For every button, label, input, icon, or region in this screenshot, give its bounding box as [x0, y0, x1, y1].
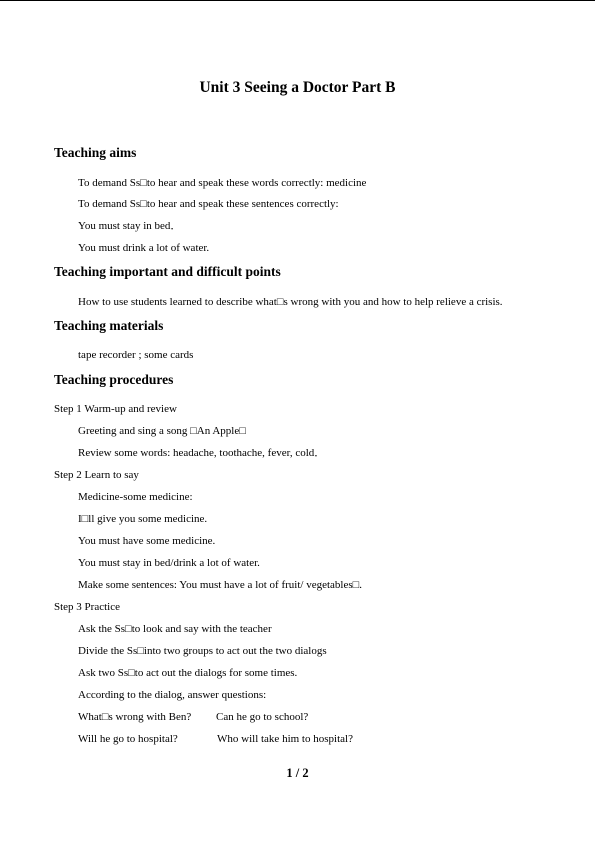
heading-important-points: Teaching important and difficult points	[54, 264, 281, 279]
heading-teaching-aims: Teaching aims	[54, 145, 137, 160]
step-1-line: Greeting and sing a song □An Apple□	[78, 425, 246, 437]
question-text: Can he go to school?	[216, 711, 309, 723]
aims-line: You must drink a lot of water.	[78, 242, 210, 254]
page-number: 1 / 2	[286, 766, 309, 780]
step-3-line: Ask two Ss□to act out the dialogs for some times.	[78, 667, 298, 679]
question-text: Will he go to hospital?	[78, 733, 178, 745]
heading-teaching-materials: Teaching materials	[54, 318, 164, 333]
step-1-line: Review some words: headache, toothache, fever, cold．	[78, 447, 326, 459]
step-2-label: Step 2 Learn to say	[54, 469, 139, 481]
aims-line: To demand Ss□to hear and speak these words correctly: medicine	[78, 177, 367, 189]
step-2-line: Make some sentences: You must have a lot of fruit/ vegetables□.	[78, 579, 363, 591]
heading-teaching-procedures: Teaching procedures	[54, 372, 174, 387]
step-2-line: Medicine-some medicine:	[78, 491, 193, 503]
document-title: Unit 3 Seeing a Doctor Part B	[199, 79, 396, 96]
step-2-line: You must have some medicine.	[78, 535, 216, 547]
question-text: What□s wrong with Ben?	[78, 711, 192, 723]
step-3-line: Ask the Ss□to look and say with the teacher	[78, 623, 272, 635]
question-text: Who will take him to hospital?	[217, 733, 353, 745]
step-1-label: Step 1 Warm-up and review	[54, 403, 177, 415]
step-3-line: According to the dialog, answer questions:	[78, 689, 267, 701]
step-2-line: I□ll give you some medicine.	[78, 513, 208, 525]
aims-line: To demand Ss□to hear and speak these sentences correctly:	[78, 198, 339, 210]
step-2-line: You must stay in bed/drink a lot of water.	[78, 557, 260, 569]
step-3-line: Divide the Ss□into two groups to act out the two dialogs	[78, 645, 327, 657]
points-line: How to use students learned to describe what□s wrong with you and how to help relieve a crisis.	[78, 296, 503, 308]
step-3-label: Step 3 Practice	[54, 601, 120, 613]
aims-line: You must stay in bed．	[78, 220, 182, 232]
materials-line: tape recorder ; some cards	[78, 349, 194, 361]
page-top-rule	[0, 0, 595, 1]
